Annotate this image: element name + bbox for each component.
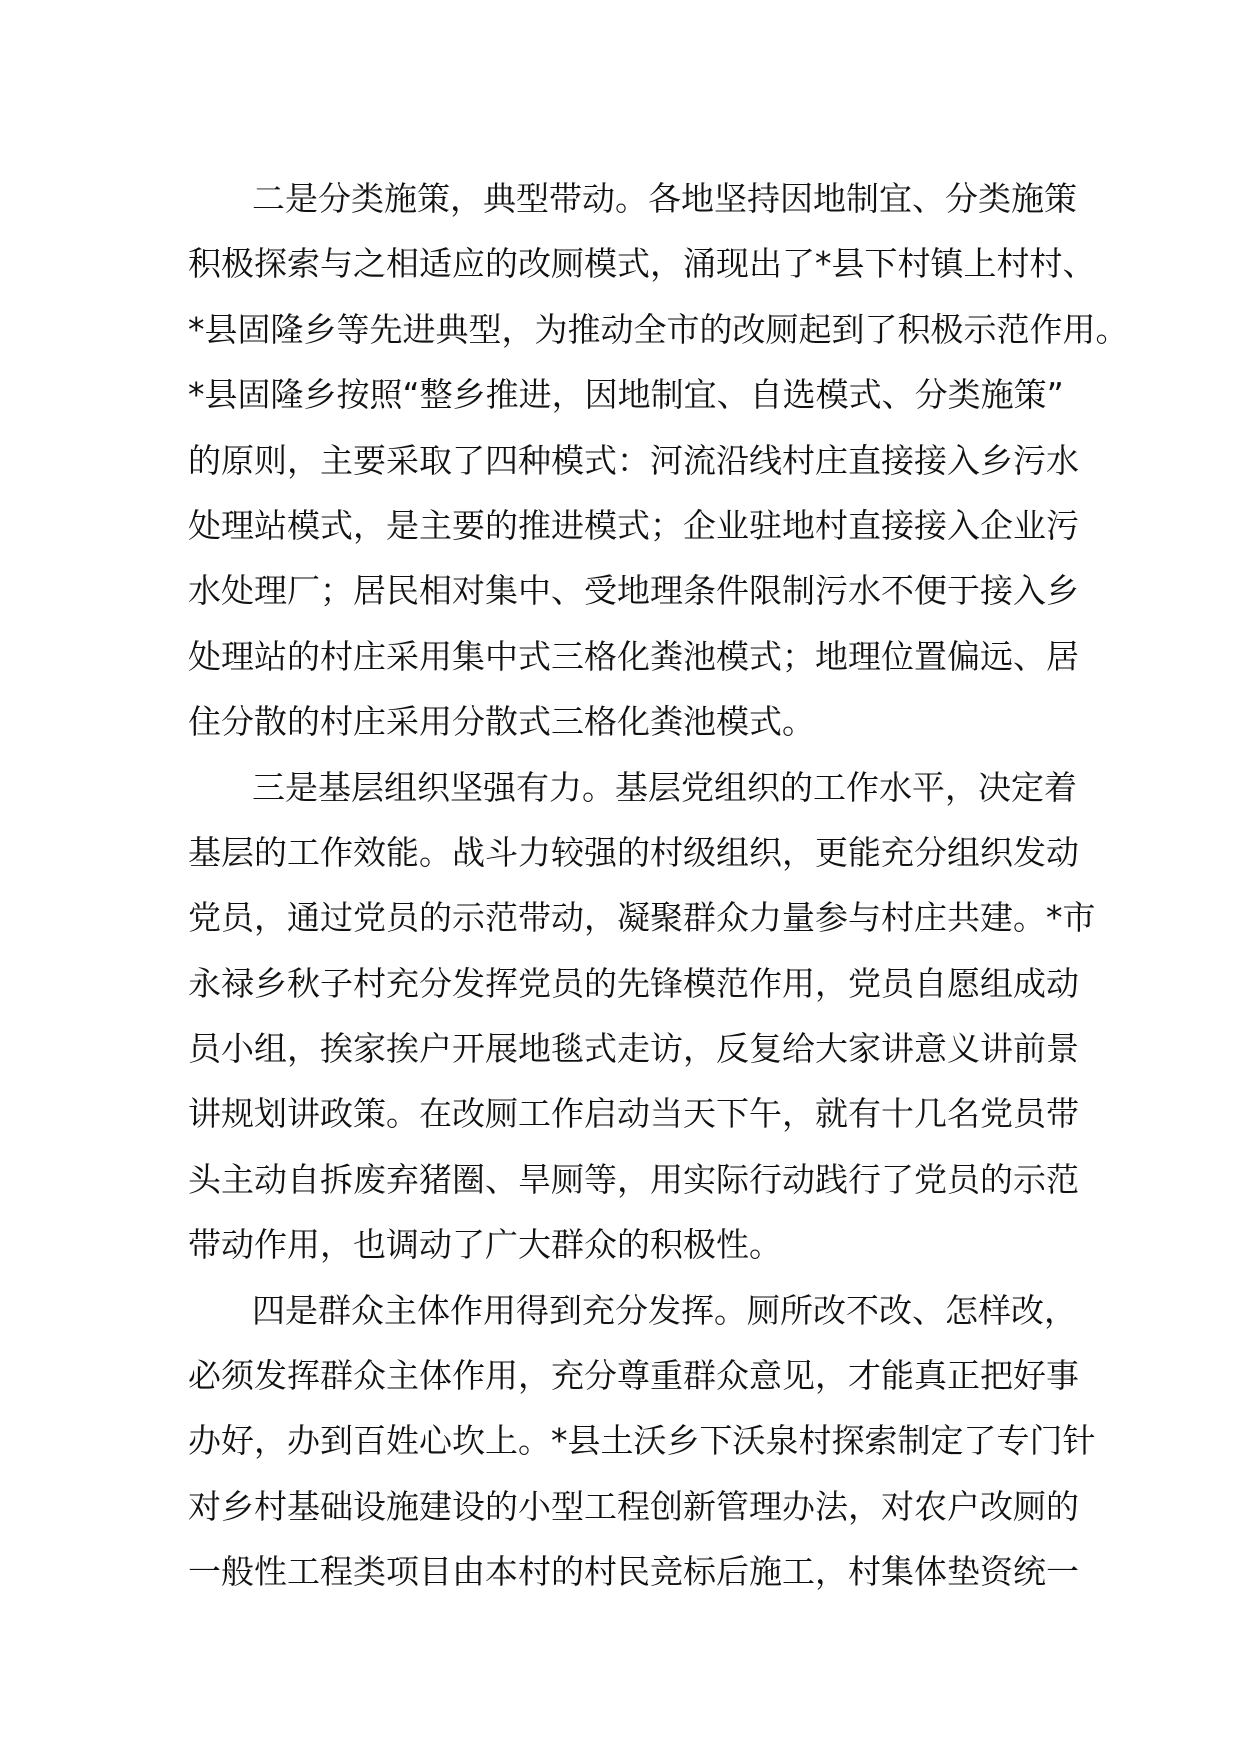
text-line: 积极探索与之相适应的改厕模式，涌现出了*县下村镇上村村、 [188, 244, 1096, 284]
text-line: 带动作用，也调动了广大群众的积极性。 [188, 1225, 782, 1265]
text-line: 党员，通过党员的示范带动，凝聚群众力量参与村庄共建。*市 [188, 898, 1096, 938]
text-line: 三是基层组织坚强有力。基层党组织的工作水平，决定着 [252, 767, 1077, 807]
text-line: 的原则，主要采取了四种模式：河流沿线村庄直接接入乡污水 [188, 440, 1079, 480]
text-line: 员小组，挨家挨户开展地毯式走访，反复给大家讲意义讲前景 [188, 1029, 1079, 1069]
text-line: 一般性工程类项目由本村的村民竞标后施工，村集体垫资统一 [188, 1552, 1079, 1592]
text-line: 必须发挥群众主体作用，充分尊重群众意见，才能真正把好事 [188, 1356, 1079, 1396]
text-line: 二是分类施策，典型带动。各地坚持因地制宜、分类施策 [252, 179, 1077, 218]
text-line: 基层的工作效能。战斗力较强的村级组织，更能充分组织发动 [188, 832, 1079, 872]
text-line: 四是群众主体作用得到充分发挥。厕所改不改、怎样改， [252, 1290, 1077, 1330]
text-line: *县固隆乡按照“整乡推进，因地制宜、自选模式、分类施策” [188, 375, 1064, 415]
text-line: 处理站模式，是主要的推进模式；企业驻地村直接接入企业污 [188, 505, 1079, 545]
text-line: 对乡村基础设施建设的小型工程创新管理办法，对农户改厕的 [188, 1486, 1079, 1526]
text-line: 水处理厂；居民相对集中、受地理条件限制污水不便于接入乡 [188, 571, 1079, 611]
text-line: 住分散的村庄采用分散式三格化粪池模式。 [188, 702, 815, 742]
text-line: 讲规划讲政策。在改厕工作启动当天下午，就有十几名党员带 [188, 1094, 1079, 1134]
text-line: 头主动自拆废弃猪圈、旱厕等，用实际行动践行了党员的示范 [188, 1159, 1079, 1199]
text-line: 处理站的村庄采用集中式三格化粪池模式；地理位置偏远、居 [188, 636, 1079, 676]
text-line: 永禄乡秋子村充分发挥党员的先锋模范作用，党员自愿组成动 [188, 963, 1079, 1003]
text-line: 办好，办到百姓心坎上。*县土沃乡下沃泉村探索制定了专门针 [188, 1421, 1096, 1461]
body-text [188, 166, 1129, 1605]
text-line: *县固隆乡等先进典型，为推动全市的改厕起到了积极示范作用。 [188, 309, 1129, 349]
